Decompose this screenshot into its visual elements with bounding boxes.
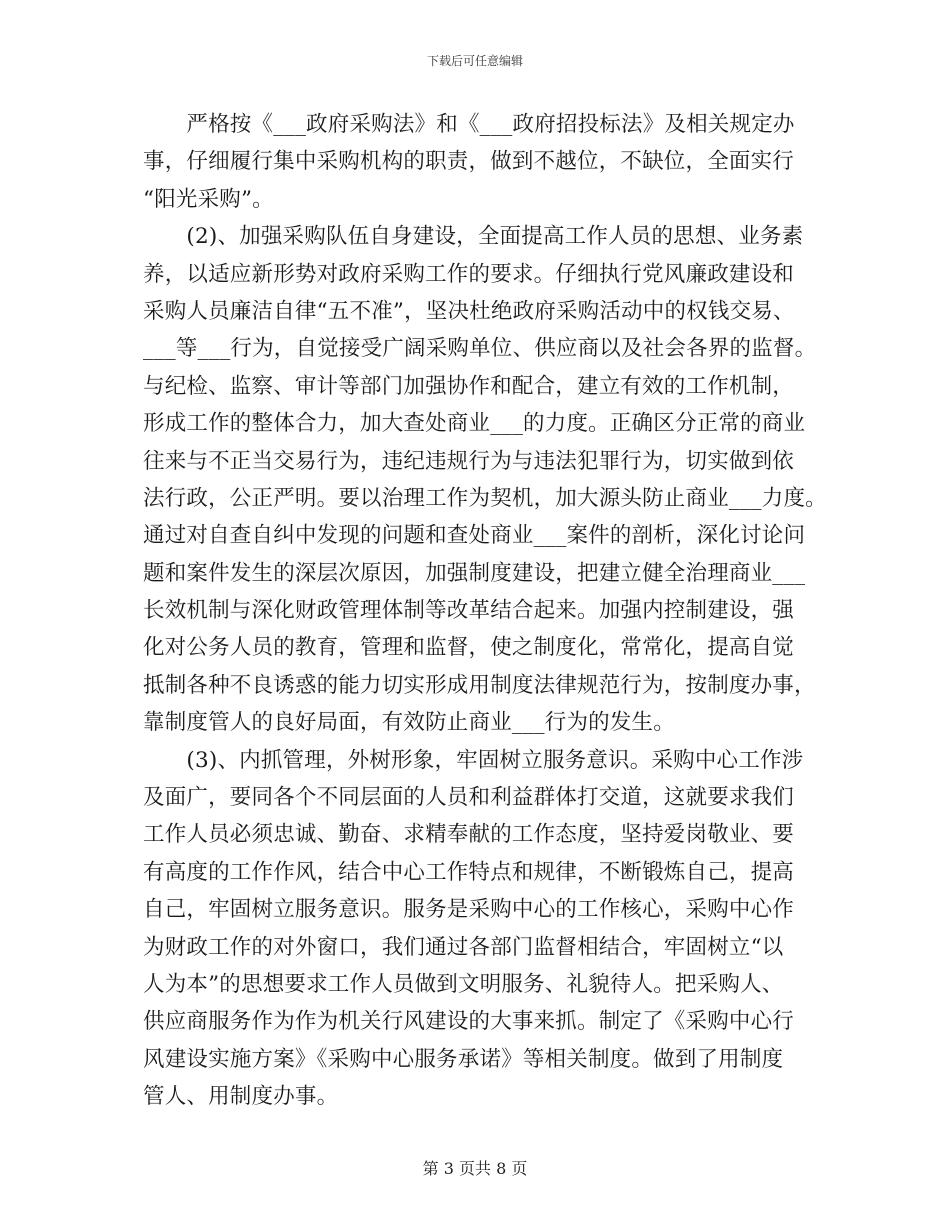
body-line: 人为本”的思想要求工作人员做到文明服务、礼貌待人。把采购人、: [143, 971, 784, 997]
body-line: 与纪检、监察、审计等部门加强协作和配合，建立有效的工作机制，: [143, 373, 795, 399]
body-line: 题和案件发生的深层次原因，加强制度建设，把建立健全治理商业___: [143, 560, 806, 586]
body-line: 风建设实施方案》《采购中心服务承诺》等相关制度。做到了用制度: [143, 1046, 784, 1072]
body-line: 管人、用制度办事。: [143, 1084, 339, 1110]
body-line: 供应商服务作为作为机关行风建设的大事来抓。制定了《采购中心行: [143, 1009, 795, 1035]
body-line: 通过对自查自纠中发现的问题和查处商业___案件的剖析，深化讨论问: [143, 523, 806, 549]
page-number: 第 3 页共 8 页: [422, 1159, 528, 1178]
page-header: 下载后可任意编辑: [426, 54, 523, 68]
body-line: 工作人员必须忠诚、勤奋、求精奉献的工作态度，坚持爱岗敬业、要: [143, 822, 795, 848]
body-line: 抵制各种不良诱惑的能力切实形成用制度法律规范行为，按制度办事，: [143, 672, 816, 698]
body-line: 采购人员廉洁自律“五不准”，坚决杜绝政府采购活动中的权钱交易、: [143, 298, 795, 324]
body-line: ___等___行为，自觉接受广阔采购单位、供应商以及社会各界的监督。: [143, 336, 817, 362]
body-line: (2)、加强采购队伍自身建设，全面提高工作人员的思想、业务素: [143, 224, 804, 250]
body-line: 往来与不正当交易行为，违纪违规行为与违法犯罪行为，切实做到依: [143, 448, 795, 474]
body-line: 化对公务人员的教育，管理和监督，使之制度化，常常化，提高自觉: [143, 635, 795, 661]
body-line: (3)、内抓管理，外树形象，牢固树立服务意识。采购中心工作涉: [143, 747, 804, 773]
body-line: “阳光采购”。: [143, 186, 274, 212]
body-line: 自己，牢固树立服务意识。服务是采购中心的工作核心，采购中心作: [143, 897, 795, 923]
body-line: 法行政，公正严明。要以治理工作为契机，加大源头防止商业___力度。: [143, 485, 827, 511]
body-line: 有高度的工作作风，结合中心工作特点和规律，不断锻炼自己，提高: [143, 859, 795, 885]
body-line: 养，以适应新形势对政府采购工作的要求。仔细执行党风廉政建设和: [143, 261, 795, 287]
document-body: [143, 106, 827, 1116]
body-line: 形成工作的整体合力，加大查处商业___的力度。正确区分正常的商业: [143, 411, 806, 437]
body-line: 靠制度管人的良好局面，有效防止商业___行为的发生。: [143, 710, 675, 736]
body-line: 为财政工作的对外窗口，我们通过各部门监督相结合，牢固树立“以: [143, 934, 784, 960]
body-line: 事，仔细履行集中采购机构的职责，做到不越位，不缺位，全面实行: [143, 149, 795, 175]
body-line: 严格按《___政府采购法》和《___政府招投标法》及相关规定办: [143, 112, 795, 137]
body-line: 及面广，要同各个不同层面的人员和利益群体打交道，这就要求我们: [143, 785, 795, 811]
body-line: 长效机制与深化财政管理体制等改革结合起来。加强内控制建设，强: [143, 598, 795, 624]
